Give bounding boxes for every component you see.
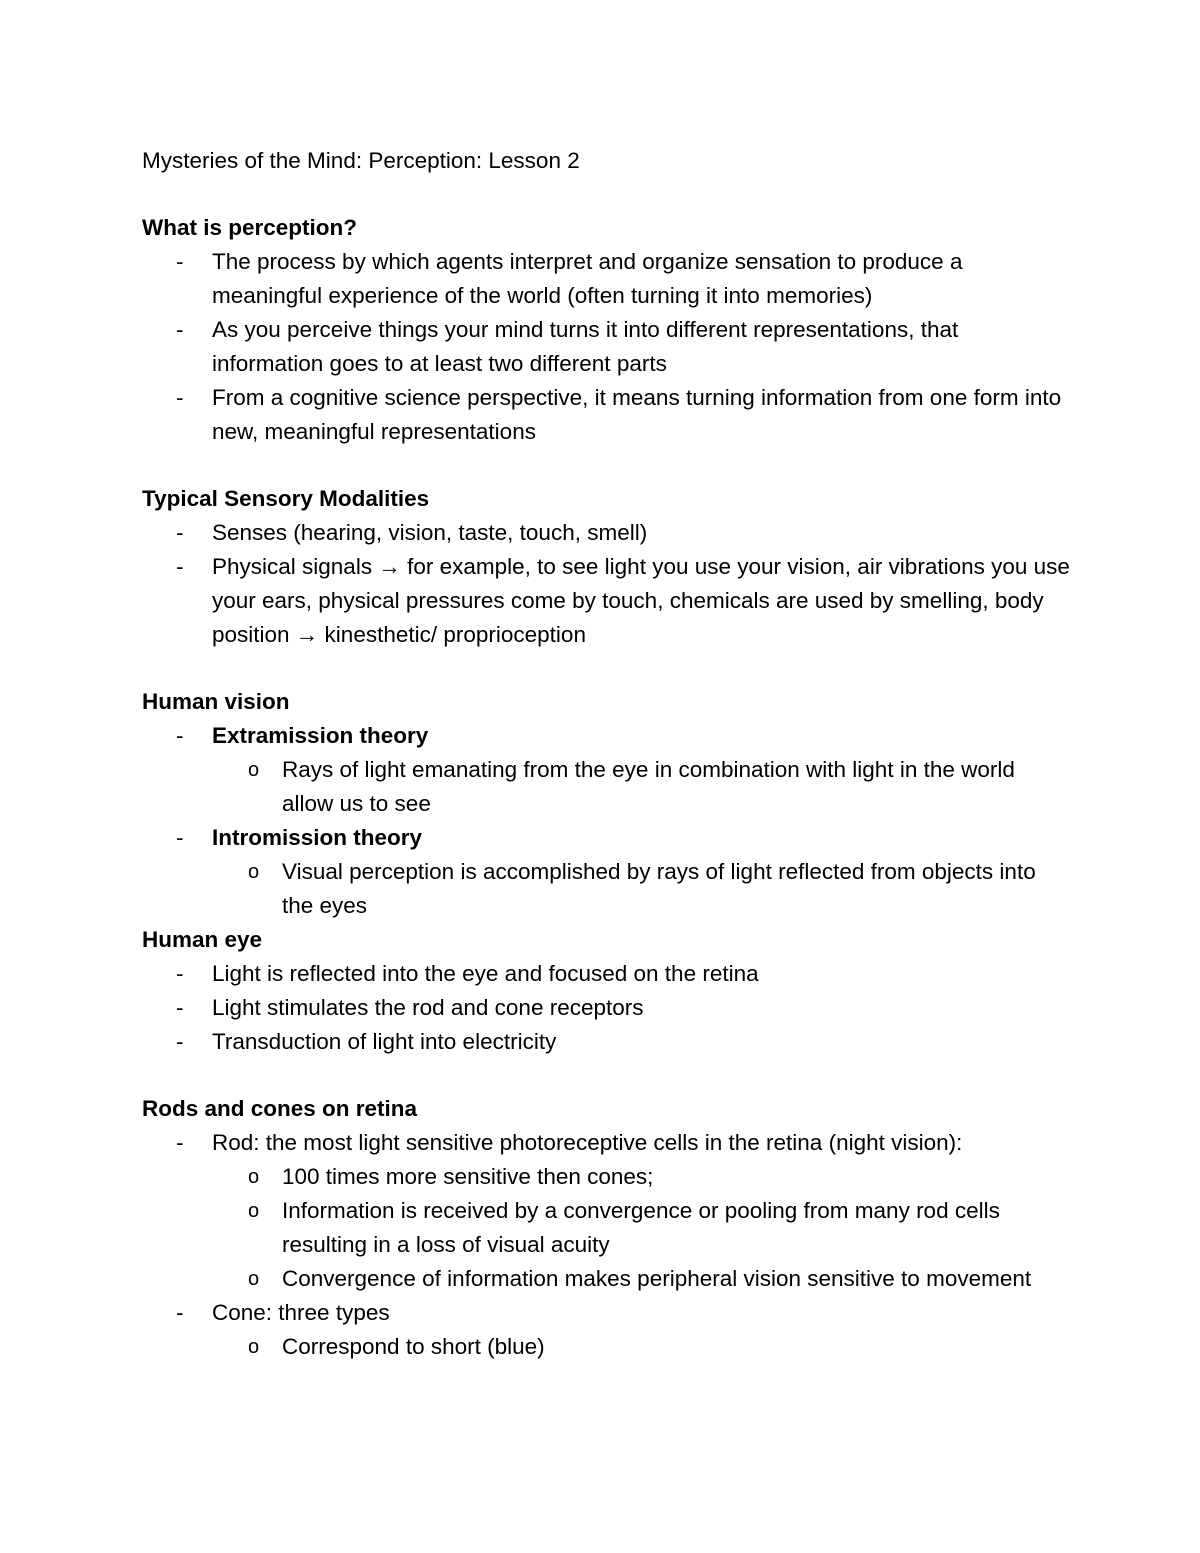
list-item: [142, 245, 1072, 313]
list-item-text: As you perceive things your mind turns it into different representations, that information goes to at least two different parts: [212, 317, 959, 376]
list-item: [142, 516, 1072, 550]
list-item: [142, 550, 1072, 652]
list-item: [142, 313, 1072, 381]
dash-bullet-icon: -: [176, 554, 184, 579]
sub-list-item: [212, 1194, 1072, 1262]
sub-list-item: [212, 753, 1072, 821]
sub-bullet-list: [212, 1160, 1072, 1296]
sub-list-item-text: Convergence of information makes peripheral vision sensitive to movement: [282, 1266, 1032, 1291]
sub-list-item: [212, 1262, 1072, 1296]
dash-bullet-icon: -: [176, 520, 184, 545]
dash-bullet-icon: -: [176, 385, 184, 410]
document-title: Mysteries of the Mind: Perception: Lesson 2: [142, 148, 580, 173]
list-item: [142, 1025, 1072, 1059]
sub-bullet-list: [212, 753, 1072, 821]
circle-bullet-icon: o: [248, 861, 260, 883]
dash-bullet-icon: -: [176, 317, 184, 342]
dash-bullet-icon: -: [176, 1130, 184, 1155]
list-item: [142, 821, 1072, 923]
sub-list-item-text: 100 times more sensitive then cones;: [282, 1164, 654, 1189]
sub-list-item: [212, 1330, 1072, 1364]
section-what-is-perception: [142, 211, 1072, 449]
sub-list-item-text: Rays of light emanating from the eye in combination with light in the world allow us to see: [282, 757, 1015, 816]
circle-bullet-icon: o: [248, 1200, 260, 1222]
list-item: [142, 1296, 1072, 1364]
circle-bullet-icon: o: [248, 1336, 260, 1358]
bullet-list: [142, 1126, 1072, 1364]
list-item-text: Cone: three types: [212, 1300, 390, 1325]
list-item-text: Transduction of light into electricity: [212, 1029, 557, 1054]
list-item: [142, 381, 1072, 449]
theory-label: Intromission theory: [212, 825, 423, 850]
section-heading: Human eye: [142, 927, 263, 952]
dash-bullet-icon: -: [176, 249, 184, 274]
dash-bullet-icon: -: [176, 723, 184, 748]
list-item: [142, 719, 1072, 821]
sub-bullet-list: [212, 1330, 1072, 1364]
list-item-text: Senses (hearing, vision, taste, touch, smell): [212, 520, 648, 545]
circle-bullet-icon: o: [248, 1268, 260, 1290]
dash-bullet-icon: -: [176, 961, 184, 986]
list-item-text: Rod: the most light sensitive photoreceptive cells in the retina (night vision):: [212, 1130, 963, 1155]
section-heading: Typical Sensory Modalities: [142, 486, 430, 511]
list-item-text: The process by which agents interpret and organize sensation to produce a meaningful experience of the world (often turning it into memories): [212, 249, 963, 308]
dash-bullet-icon: -: [176, 1300, 184, 1325]
section-heading: What is perception?: [142, 215, 358, 240]
list-item-text: Light stimulates the rod and cone receptors: [212, 995, 644, 1020]
list-item: [142, 1126, 1072, 1296]
section-human-vision: [142, 685, 1072, 923]
section-human-eye: [142, 923, 1072, 1059]
sub-list-item: [212, 1160, 1072, 1194]
dash-bullet-icon: -: [176, 825, 184, 850]
list-item: [142, 957, 1072, 991]
section-heading: Rods and cones on retina: [142, 1096, 418, 1121]
bullet-list: [142, 245, 1072, 449]
bullet-list: [142, 516, 1072, 652]
document-page: [142, 144, 1072, 1364]
section-typical-sensory-modalities: [142, 482, 1072, 652]
theory-label: Extramission theory: [212, 723, 429, 748]
list-item-text: From a cognitive science perspective, it means turning information from one form into new, meaningful representations: [212, 385, 1062, 444]
bullet-list: [142, 957, 1072, 1059]
sub-list-item-text: Information is received by a convergence or pooling from many rod cells resulting in a loss of visual acuity: [282, 1198, 1000, 1257]
section-rods-and-cones: [142, 1092, 1072, 1364]
bullet-list: [142, 719, 1072, 923]
dash-bullet-icon: -: [176, 995, 184, 1020]
section-heading: Human vision: [142, 689, 290, 714]
circle-bullet-icon: o: [248, 1166, 260, 1188]
dash-bullet-icon: -: [176, 1029, 184, 1054]
sub-list-item: [212, 855, 1072, 923]
list-item-text: Light is reflected into the eye and focused on the retina: [212, 961, 759, 986]
list-item: [142, 991, 1072, 1025]
sub-list-item-text: Correspond to short (blue): [282, 1334, 545, 1359]
sub-bullet-list: [212, 855, 1072, 923]
list-item-text: Physical signals → for example, to see light you use your vision, air vibrations you use your ears, physical pressures come by touch, chemicals are used by smelling, body position → kinesthetic/ proprioception: [212, 554, 1070, 647]
circle-bullet-icon: o: [248, 759, 260, 781]
sub-list-item-text: Visual perception is accomplished by rays of light reflected from objects into the eyes: [282, 859, 1036, 918]
